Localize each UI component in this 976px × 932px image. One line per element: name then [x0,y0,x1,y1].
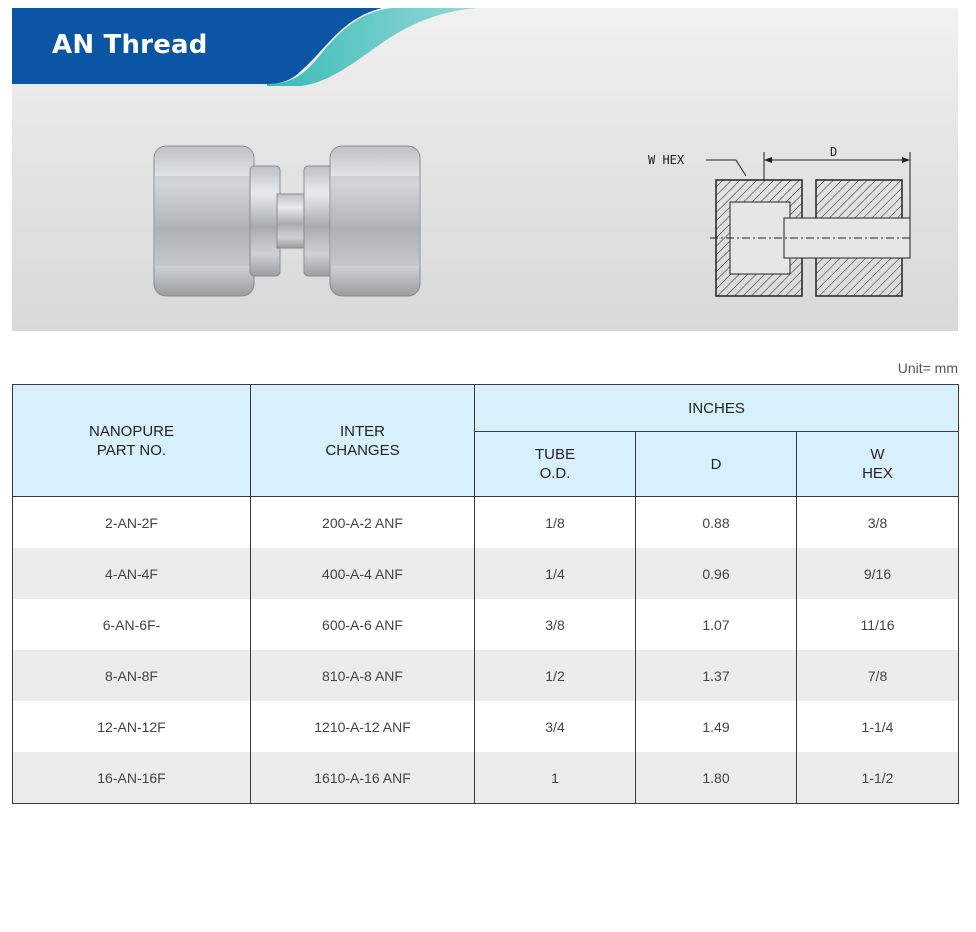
cell-d: 1.80 [636,752,797,804]
table-row [13,650,959,701]
fitting-photo [152,136,422,304]
cell-part: 6-AN-6F- [13,599,251,650]
w-hex-label: W HEX [648,153,685,167]
table-row [13,752,959,804]
cell-inter: 400-A-4 ANF [251,548,475,599]
table-row [13,599,959,650]
cell-d: 0.96 [636,548,797,599]
cell-w: 1-1/4 [797,701,959,752]
cell-part: 8-AN-8F [13,650,251,701]
cell-tube: 1/2 [475,650,636,701]
unit-note: Unit= mm [897,360,958,376]
cell-w: 3/8 [797,497,959,549]
cell-w: 9/16 [797,548,959,599]
cell-inter: 1610-A-16 ANF [251,752,475,804]
cell-tube: 1/8 [475,497,636,549]
header-w-hex: W HEX [797,432,959,497]
header-tube-od: TUBE O.D. [475,432,636,497]
cell-tube: 1/4 [475,548,636,599]
cell-d: 1.07 [636,599,797,650]
product-hero [12,8,958,331]
cell-d: 1.37 [636,650,797,701]
cell-d: 0.88 [636,497,797,549]
cell-part: 4-AN-4F [13,548,251,599]
spec-table [12,384,959,804]
table-row [13,548,959,599]
header-inches: INCHES [475,385,959,432]
d-label: D [830,145,838,159]
cell-w: 7/8 [797,650,959,701]
cell-d: 1.49 [636,701,797,752]
cell-tube: 3/4 [475,701,636,752]
table-row [13,497,959,549]
cell-part: 16-AN-16F [13,752,251,804]
table-row [13,701,959,752]
cell-part: 2-AN-2F [13,497,251,549]
cell-w: 1-1/2 [797,752,959,804]
cell-inter: 1210-A-12 ANF [251,701,475,752]
cell-part: 12-AN-12F [13,701,251,752]
cell-inter: 200-A-2 ANF [251,497,475,549]
cell-w: 11/16 [797,599,959,650]
page-title: AN Thread [52,30,208,60]
cell-tube: 3/8 [475,599,636,650]
header-interchanges: INTER CHANGES [251,385,475,497]
dimension-drawing [644,140,914,310]
cell-inter: 810-A-8 ANF [251,650,475,701]
header-d: D [636,432,797,497]
header-part-no: NANOPURE PART NO. [13,385,251,497]
cell-inter: 600-A-6 ANF [251,599,475,650]
cell-tube: 1 [475,752,636,804]
